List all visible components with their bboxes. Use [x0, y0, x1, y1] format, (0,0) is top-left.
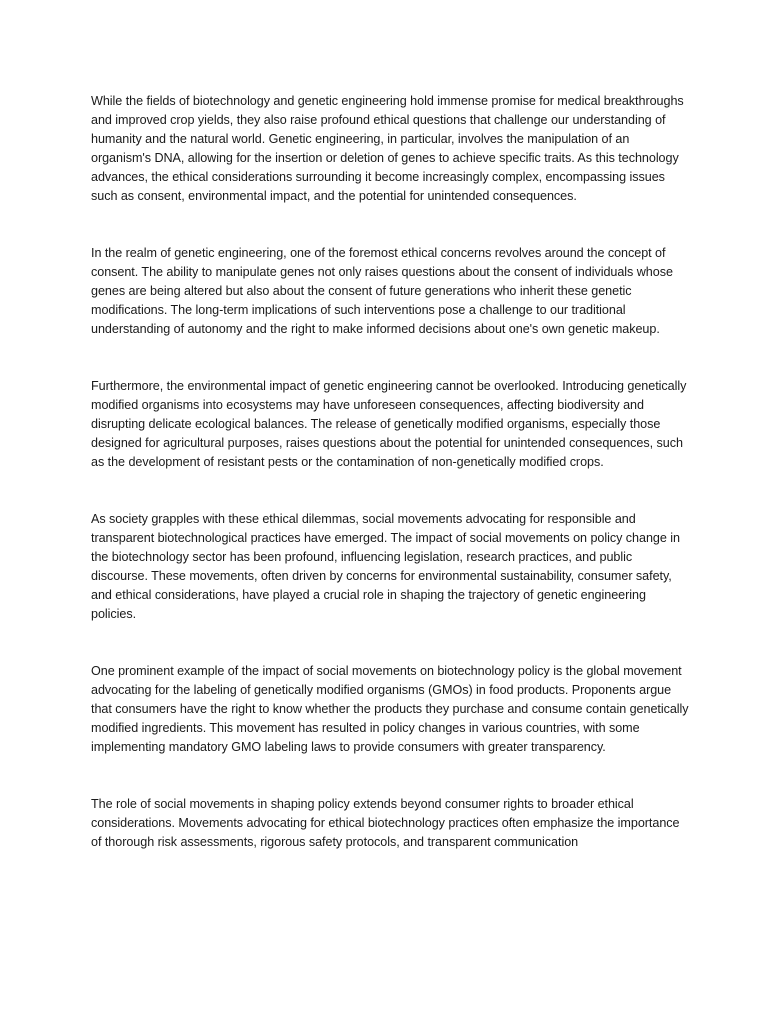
paragraph-1: While the fields of biotechnology and genetic engineering hold immense promise for medical breakthroughs and improved crop yields, they also raise profound ethical questions that challenge our understanding of humanity and the natural world. Genetic engineering, in particular, involves the manipulation of an organism's DNA, allowing for the insertion or deletion of genes to achieve specific traits. As this technology advances, the ethical considerations surrounding it become increasingly complex, encompassing issues such as consent, environmental impact, and the potential for unintended consequences.	[91, 94, 684, 203]
paragraph-5: One prominent example of the impact of social movements on biotechnology policy is the global movement advocating for the labeling of genetically modified organisms (GMOs) in food products. Proponents argue that consumers have the right to know whether the products they purchase and consume contain genetically modified ingredients. This movement has resulted in policy changes in various countries, with some implementing mandatory GMO labeling laws to provide consumers with greater transparency.	[91, 664, 689, 754]
paragraph-2: In the realm of genetic engineering, one of the foremost ethical concerns revolves around the concept of consent. The ability to manipulate genes not only raises questions about the consent of individuals whose genes are being altered but also about the consent of future generations who inherit these genetic modifications. The long-term implications of such interventions pose a challenge to our traditional understanding of autonomy and the right to make informed decisions about one's own genetic makeup.	[91, 246, 673, 336]
paragraph-6: The role of social movements in shaping policy extends beyond consumer rights to broader ethical considerations. Movements advocating for ethical biotechnology practices often emphasize the importance of thorough risk assessments, rigorous safety protocols, and transparent communication	[91, 797, 680, 849]
paragraph-4: As society grapples with these ethical dilemmas, social movements advocating for responsible and transparent biotechnological practices have emerged. The impact of social movements on policy change in the biotechnology sector has been profound, influencing legislation, research practices, and public discourse. These movements, often driven by concerns for environmental sustainability, consumer safety, and ethical considerations, have played a crucial role in shaping the trajectory of genetic engineering policies.	[91, 512, 680, 621]
document-body	[91, 92, 691, 890]
paragraph-3: Furthermore, the environmental impact of genetic engineering cannot be overlooked. Introducing genetically modified organisms into ecosystems may have unforeseen consequences, affecting biodiversity and disrupting delicate ecological balances. The release of genetically modified organisms, especially those designed for agricultural purposes, raises questions about the potential for unintended consequences, such as the development of resistant pests or the contamination of non-genetically modified crops.	[91, 379, 687, 469]
